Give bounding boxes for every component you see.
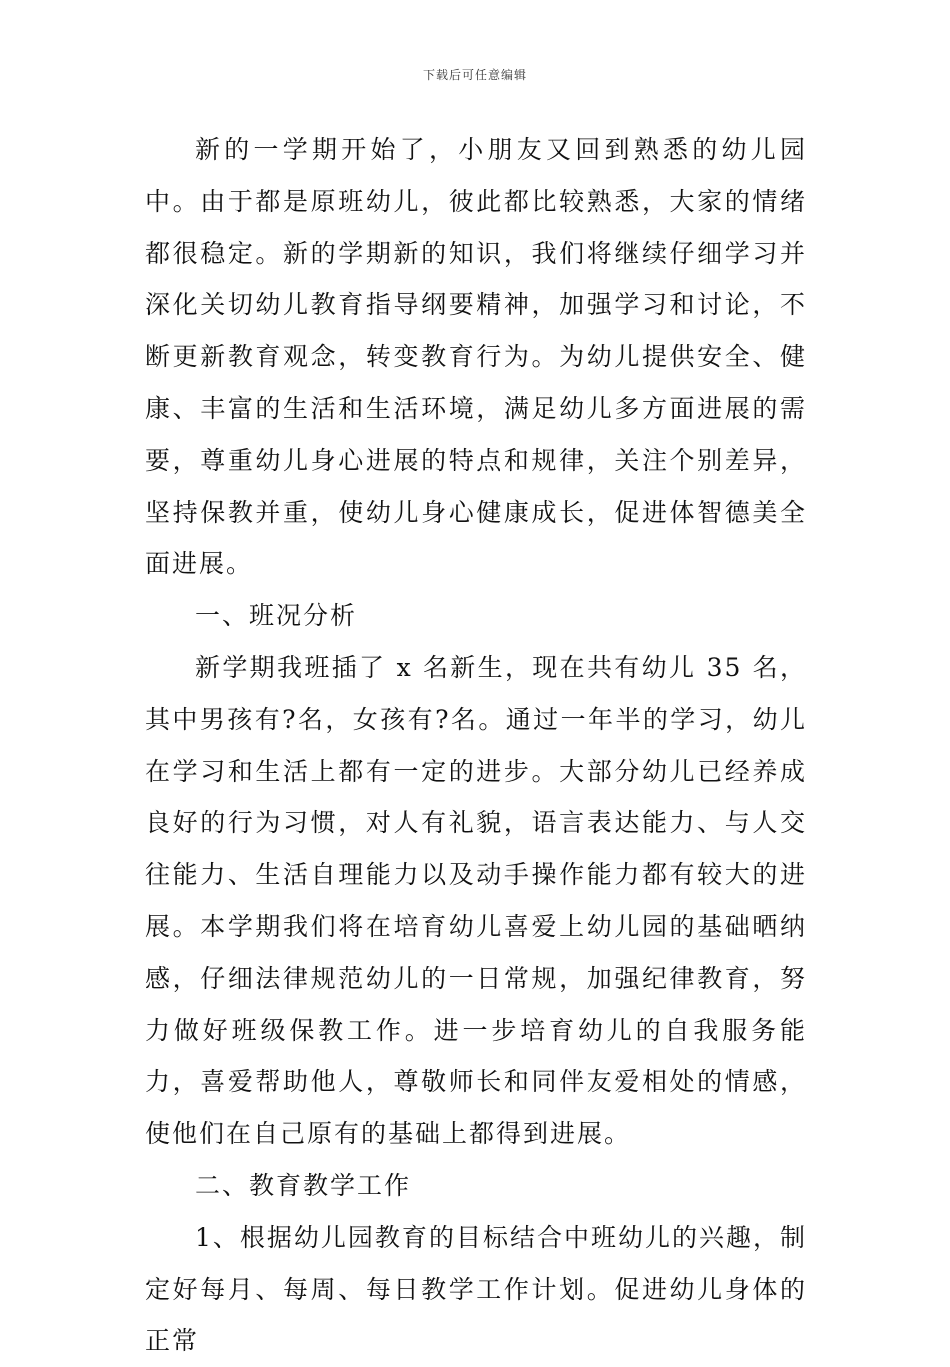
document-body [145, 124, 807, 1367]
section-1-heading: 一、班况分析 [195, 601, 358, 631]
section-2-item-1: 1、根据幼儿园教育的目标结合中班幼儿的兴趣，制定好每月、每周、每日教学工作计划。促进幼儿身体的正常 [145, 1222, 807, 1356]
intro-paragraph: 新的一学期开始了，小朋友又回到熟悉的幼儿园中。由于都是原班幼儿，彼此都比较熟悉，大家的情绪都很稳定。新的学期新的知识，我们将继续仔细学习并深化关切幼儿教育指导纲要精神，加强学习和讨论，不断更新教育观念，转变教育行为。为幼儿提供安全、健康、丰富的生活和生活环境，满足幼儿多方面进展的需要，尊重幼儿身心进展的特点和规律，关注个别差异，坚持保教并重，使幼儿身心健康成长，促进体智德美全面进展。 [145, 135, 807, 579]
section-1-paragraph: 新学期我班插了 x 名新生，现在共有幼儿 35 名，其中男孩有?名，女孩有?名。通过一年半的学习，幼儿在学习和生活上都有一定的进步。大部分幼儿已经养成良好的行为习惯，对人有礼貌，语言表达能力、与人交往能力、生活自理能力以及动手操作能力都有较大的进展。本学期我们将在培育幼儿喜爱上幼儿园的基础晒纳感，仔细法律规范幼儿的一日常规，加强纪律教育，努力做好班级保教工作。进一步培育幼儿的自我服务能力，喜爱帮助他人，尊敬师长和同伴友爱相处的情感，使他们在自己原有的基础上都得到进展。 [145, 652, 807, 1149]
page-header: 下载后可任意编辑 [422, 68, 527, 82]
section-2-heading: 二、教育教学工作 [195, 1170, 412, 1200]
